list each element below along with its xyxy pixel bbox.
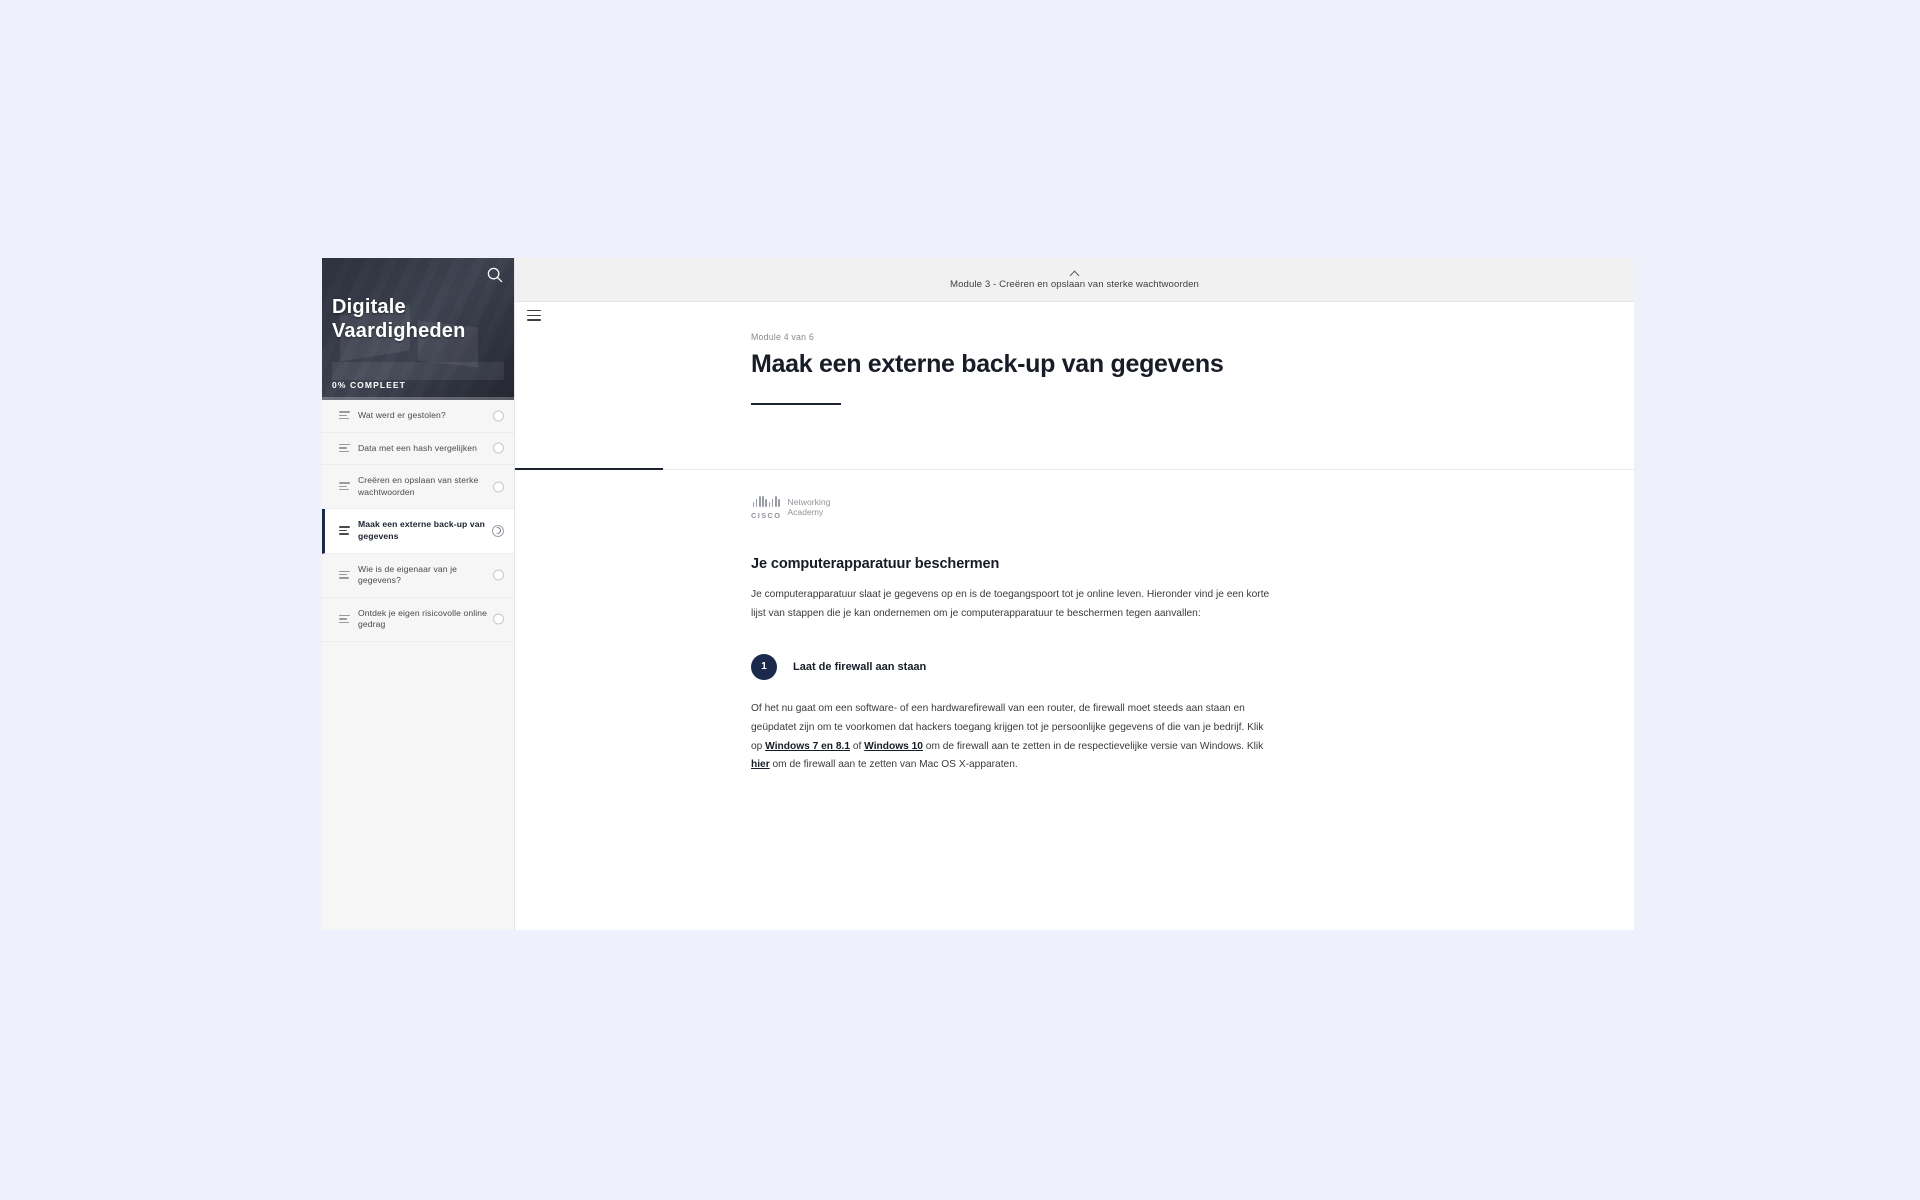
sidebar-item-wie-is-de-eigenaar-van-je-gegevens[interactable] xyxy=(322,554,514,598)
title-underline-rule xyxy=(751,403,841,405)
lesson-text-icon xyxy=(339,571,350,580)
page-title: Maak een externe back-up van gegevens xyxy=(751,350,1224,378)
lesson-eyebrow: Module 4 van 6 xyxy=(751,332,814,342)
lesson-item-label: Wat werd er gestolen? xyxy=(358,410,446,420)
lesson-list xyxy=(322,400,514,642)
lesson-item-label: Creëren en opslaan van sterke wachtwoorden xyxy=(358,475,479,497)
lesson-item-label: Maak een externe back-up van gegevens xyxy=(358,519,485,541)
step-title: Laat de firewall aan staan xyxy=(793,660,927,673)
section-heading: Je computerapparatuur beschermen xyxy=(751,556,1000,572)
step-row xyxy=(751,654,1281,680)
lesson-status-indicator xyxy=(493,481,504,492)
course-progress-bar xyxy=(322,397,514,400)
chevron-up-icon xyxy=(1070,270,1080,276)
netacad-line2: Academy xyxy=(787,507,824,517)
lesson-text-icon xyxy=(339,526,350,535)
lesson-hero xyxy=(515,302,1634,470)
lesson-item-label: Ontdek je eigen risicovolle online gedrag xyxy=(358,607,488,630)
sidebar-item-maak-een-externe-back-up-van-gegevens[interactable] xyxy=(322,509,514,553)
netacad-line1: Networking xyxy=(787,497,831,508)
course-title-line2: Vaardigheden xyxy=(332,319,466,342)
course-title-line1: Digitale xyxy=(332,296,406,318)
module-banner[interactable] xyxy=(515,258,1634,302)
sidebar-item-wat-werd-er-gestolen[interactable] xyxy=(322,400,514,433)
step-paragraph-text-1: Of het nu gaat om een software- of een hardwarefirewall van een router, de firewall moet steeds aan staan en geüpdatet zijn om te voorkomen dat hackers toegang krijgen tot je persoonlijke gegevens of die van je bedrijf. Klik op xyxy=(751,702,1264,752)
sidebar-item-data-met-een-hash-vergelijken[interactable] xyxy=(322,433,514,466)
course-player-window xyxy=(322,258,1634,930)
cisco-bars-icon xyxy=(753,496,780,507)
intro-paragraph: Je computerapparatuur slaat je gegevens op en is de toegangspoort tot je online leven. Hieronder vind je een korte lijst van stappen die je kan ondernemen om je computerapparatuur te beschermen tegen aanvallen: xyxy=(751,589,1270,619)
networking-academy-wordmark xyxy=(787,498,830,518)
lesson-item-label: Wie is de eigenaar van je gegevens? xyxy=(358,563,457,586)
cisco-wordmark: CISCO xyxy=(751,511,782,520)
lesson-text-icon xyxy=(339,615,350,624)
course-progress-label: 0% COMPLEET xyxy=(332,380,406,390)
lesson-text-icon xyxy=(339,411,350,420)
sidebar-item-creeren-en-opslaan-van-sterke-wachtwoorden[interactable] xyxy=(322,465,514,509)
step-paragraph-text-4: om de firewall aan te zetten van Mac OS X-apparaten. xyxy=(769,759,1018,771)
lesson-status-indicator-active xyxy=(492,525,504,537)
course-title xyxy=(332,296,466,343)
scroll-progress-indicator xyxy=(515,468,663,470)
link-hier[interactable]: hier xyxy=(751,759,770,771)
lesson-status-indicator xyxy=(493,570,504,581)
lesson-item-label: Data met een hash vergelijken xyxy=(358,442,477,453)
step-paragraph xyxy=(751,700,1271,776)
step-paragraph-text-2: of xyxy=(850,740,865,752)
module-banner-label: Module 3 - Creëren en opslaan van sterke wachtwoorden xyxy=(949,278,1199,290)
lesson-text-icon xyxy=(339,482,350,491)
lesson-text-icon xyxy=(339,444,350,453)
lesson-article xyxy=(515,470,1634,775)
lesson-main-pane xyxy=(515,258,1634,930)
lesson-status-indicator xyxy=(493,614,504,625)
cisco-networking-academy-logo xyxy=(751,496,1281,520)
step-number-badge: 1 xyxy=(751,654,777,680)
sidebar-item-ontdek-je-eigen-risicovolle-online-gedrag[interactable] xyxy=(322,598,514,642)
course-header xyxy=(322,258,514,400)
course-sidebar xyxy=(322,258,515,930)
link-windows-7-en-8-1[interactable]: Windows 7 en 8.1 xyxy=(765,740,850,752)
step-paragraph-text-3: om de firewall aan te zetten in de respectievelijke versie van Windows. Klik xyxy=(922,740,1264,752)
search-icon[interactable] xyxy=(486,266,504,284)
link-windows-10[interactable]: Windows 10 xyxy=(864,740,923,752)
lesson-status-indicator xyxy=(493,410,504,421)
lesson-status-indicator xyxy=(493,443,504,454)
